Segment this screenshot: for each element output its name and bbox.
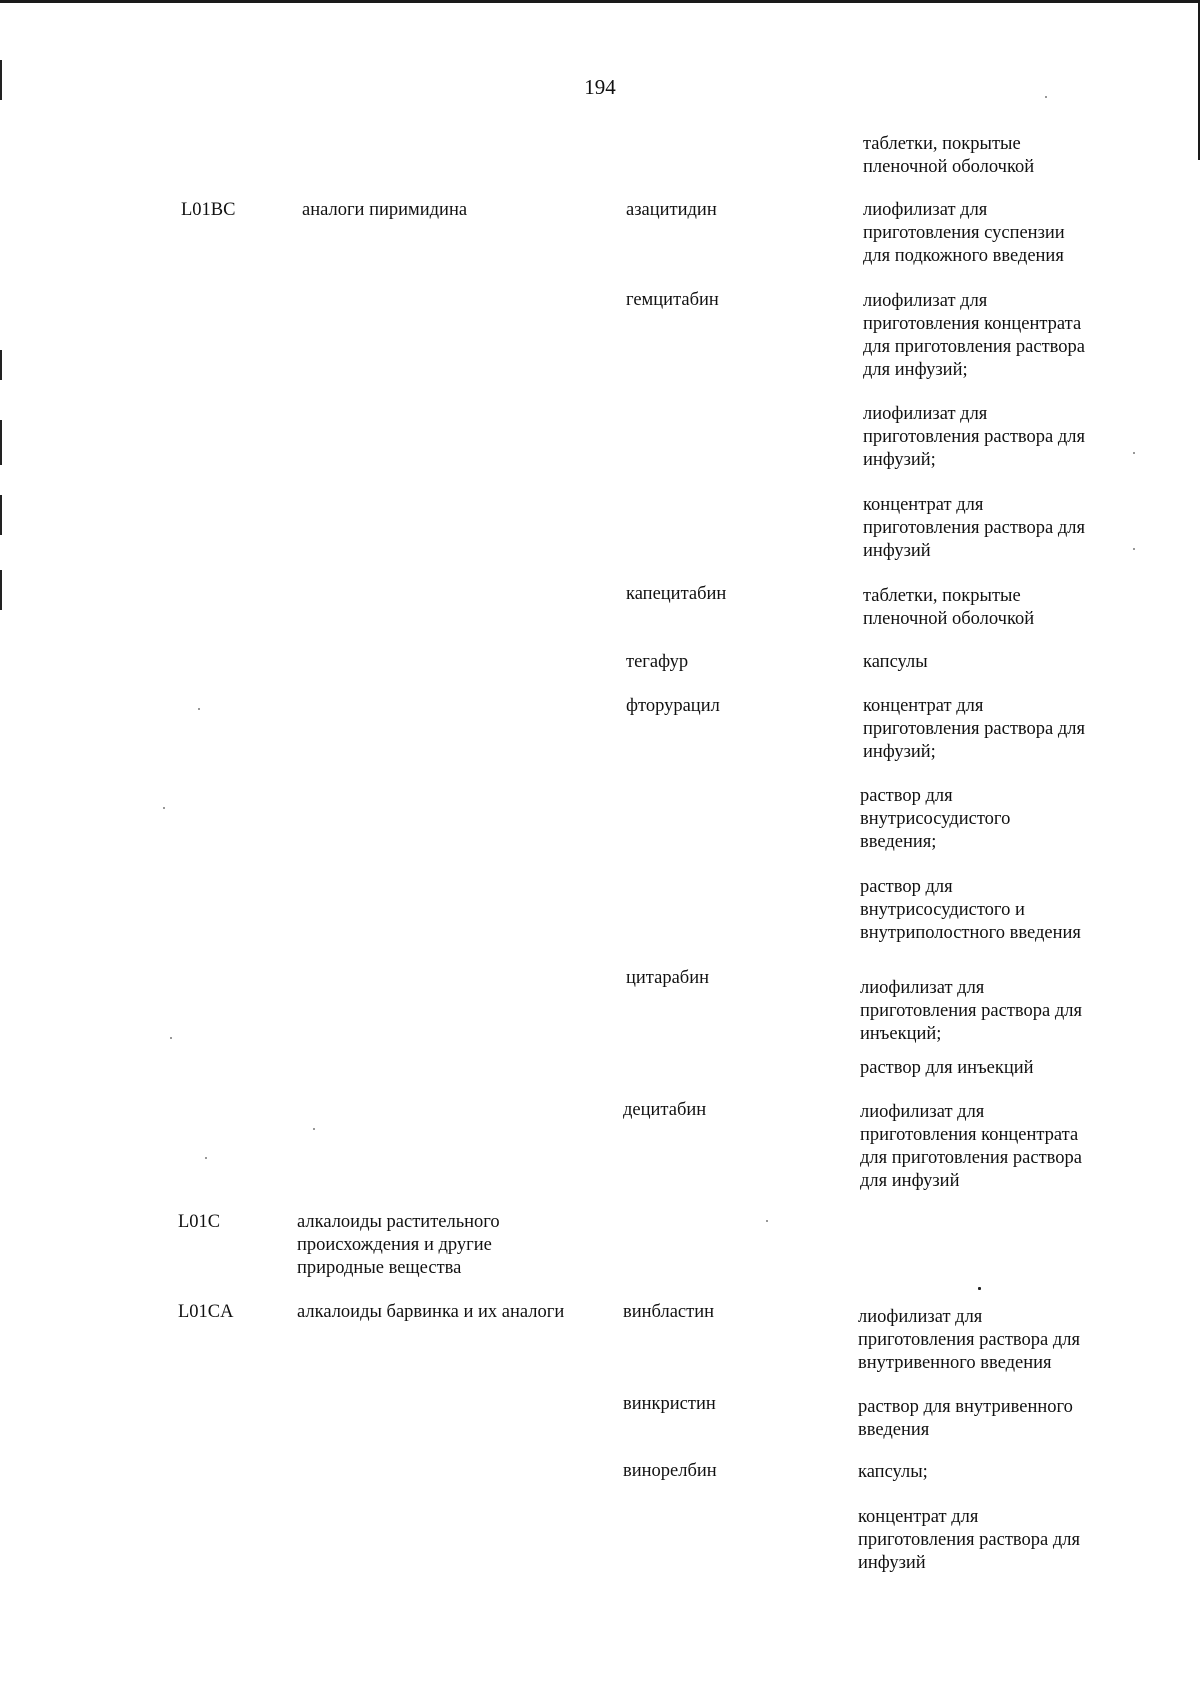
- drug-name: капецитабин: [626, 584, 727, 604]
- scan-speck: [163, 807, 165, 809]
- scan-mark: [0, 420, 2, 465]
- dosage-form: раствор для внутривенного введения: [858, 1397, 1073, 1440]
- scan-speck: [1133, 548, 1135, 550]
- dosage-form: капсулы: [863, 652, 928, 672]
- drug-name: винорелбин: [623, 1461, 717, 1481]
- dosage-form: таблетки, покрытые пленочной оболочкой: [863, 586, 1035, 629]
- scan-mark: [0, 350, 2, 380]
- dosage-form: раствор для внутрисосудистого и внутриполостного введения: [860, 877, 1081, 943]
- scan-speck: [1045, 96, 1047, 98]
- drug-name: винбластин: [623, 1302, 715, 1322]
- dosage-form: лиофилизат для приготовления концентрата для приготовления раствора для инфузий: [860, 1102, 1082, 1191]
- dosage-form: лиофилизат для приготовления раствора для инфузий;: [863, 404, 1085, 470]
- dosage-form: таблетки, покрытые пленочной оболочкой: [863, 134, 1035, 177]
- dosage-form: концентрат для приготовления раствора для инфузий: [863, 495, 1085, 561]
- scan-speck: [198, 708, 200, 710]
- scan-speck: [170, 1037, 172, 1039]
- drug-name: децитабин: [623, 1100, 707, 1120]
- dosage-form: лиофилизат для приготовления концентрата для приготовления раствора для инфузий;: [863, 291, 1085, 380]
- dosage-form: раствор для внутрисосудистого введения;: [860, 786, 1011, 852]
- drug-name: фторурацил: [626, 696, 720, 716]
- dosage-form: капсулы;: [858, 1462, 928, 1482]
- atc-code: L01C: [178, 1212, 221, 1232]
- scan-speck: [205, 1157, 207, 1159]
- drug-name: тегафур: [626, 652, 689, 672]
- atc-group-name: алкалоиды барвинка и их аналоги: [297, 1302, 565, 1322]
- atc-group-name: аналоги пиримидина: [302, 200, 468, 220]
- scan-speck: [978, 1287, 981, 1290]
- scan-speck: [1133, 452, 1135, 454]
- scan-speck: [313, 1128, 315, 1130]
- dosage-form: концентрат для приготовления раствора для инфузий;: [863, 696, 1085, 762]
- dosage-form: лиофилизат для приготовления раствора для инъекций;: [860, 978, 1082, 1044]
- drug-name: цитарабин: [626, 968, 709, 988]
- dosage-form: лиофилизат для приготовления раствора для внутривенного введения: [858, 1307, 1080, 1373]
- dosage-form: раствор для инъекций: [860, 1058, 1034, 1078]
- drug-name: винкристин: [623, 1394, 716, 1414]
- atc-code: L01BC: [181, 200, 236, 220]
- atc-group-name: алкалоиды растительного происхождения и другие природные вещества: [297, 1212, 500, 1278]
- drug-name: азацитидин: [626, 200, 717, 220]
- drug-name: гемцитабин: [626, 290, 719, 310]
- dosage-form: концентрат для приготовления раствора для инфузий: [858, 1507, 1080, 1573]
- dosage-form: лиофилизат для приготовления суспензии для подкожного введения: [863, 200, 1065, 266]
- page-number: 194: [584, 75, 616, 99]
- atc-code: L01CA: [178, 1302, 234, 1322]
- scan-speck: [766, 1220, 768, 1222]
- scan-mark: [0, 570, 2, 610]
- scan-border-top: [0, 0, 1200, 3]
- scan-mark: [0, 495, 2, 535]
